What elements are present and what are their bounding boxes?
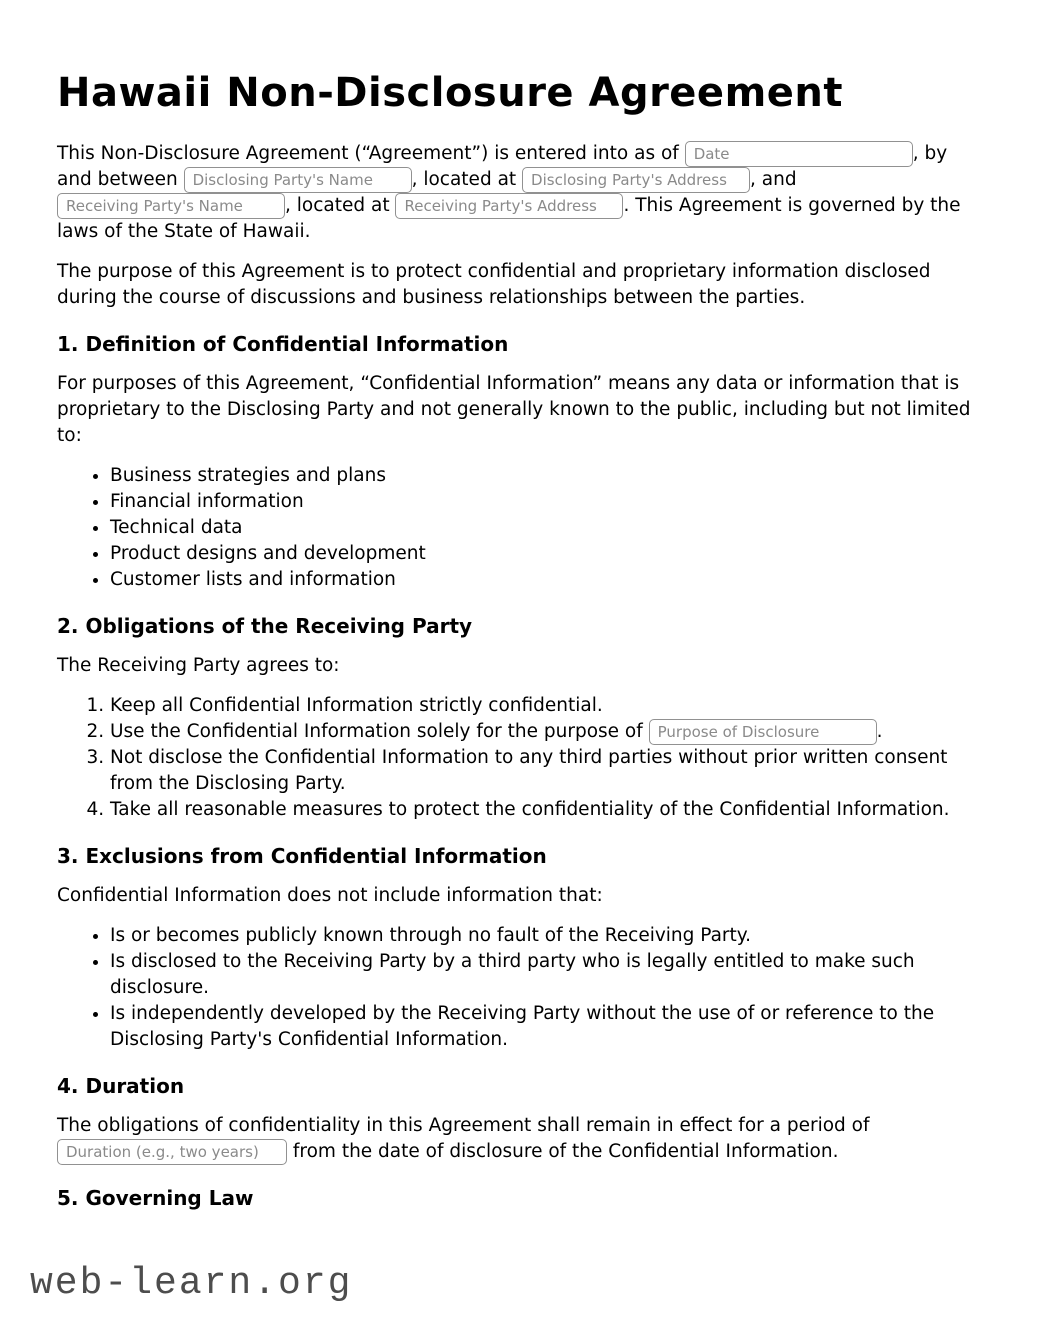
section-heading-exclusions: 3. Exclusions from Confidential Information bbox=[57, 844, 547, 868]
text-segment: Use the Confidential Information solely for the purpose of bbox=[110, 721, 649, 742]
obligations-list bbox=[57, 693, 980, 823]
list-item: • Customer lists and information bbox=[110, 567, 980, 593]
disclosing-party-name-input[interactable] bbox=[184, 167, 412, 193]
duration-input[interactable] bbox=[57, 1139, 287, 1165]
text-segment: , located at bbox=[285, 195, 396, 216]
text-segment: This Non-Disclosure Agreement (“Agreement”) is entered into as of bbox=[57, 143, 685, 164]
purpose-of-disclosure-input[interactable] bbox=[649, 719, 877, 745]
list-item: • Is independently developed by the Receiving Party without the use of or reference to the Disclosing Party's Confidential Information. bbox=[110, 1001, 980, 1053]
section-heading-governing-law: 5. Governing Law bbox=[57, 1186, 254, 1210]
exclusions-list bbox=[57, 923, 980, 1053]
text-segment: from the date of disclosure of the Confidential Information. bbox=[287, 1141, 839, 1162]
list-item: • Product designs and development bbox=[110, 541, 980, 567]
definition-list bbox=[57, 463, 980, 593]
list-item bbox=[110, 719, 980, 745]
definition-paragraph: For purposes of this Agreement, “Confidential Information” means any data or information that is proprietary to the Disclosing Party and not generally known to the public, including but not limited to: bbox=[57, 373, 971, 446]
list-item: • Business strategies and plans bbox=[110, 463, 980, 489]
date-input[interactable] bbox=[685, 141, 913, 167]
text-segment: . bbox=[876, 721, 883, 742]
list-item: 4. Take all reasonable measures to protect the confidentiality of the Confidential Information. bbox=[110, 797, 980, 823]
list-item: • Financial information bbox=[110, 489, 980, 515]
receiving-party-name-input[interactable] bbox=[57, 193, 285, 219]
list-item: • Technical data bbox=[110, 515, 980, 541]
intro-paragraph bbox=[57, 141, 980, 245]
text-segment: The obligations of confidentiality in this Agreement shall remain in effect for a period of bbox=[57, 1115, 870, 1136]
list-item: • Is disclosed to the Receiving Party by a third party who is legally entitled to make such disclosure. bbox=[110, 949, 980, 1001]
text-segment: , located at bbox=[411, 169, 523, 190]
document-body bbox=[57, 69, 980, 1211]
section-heading-duration: 4. Duration bbox=[57, 1074, 185, 1098]
list-item: • Is or becomes publicly known through no fault of the Receiving Party. bbox=[110, 923, 980, 949]
text-segment: , and bbox=[750, 169, 797, 190]
duration-paragraph bbox=[57, 1113, 980, 1165]
list-item: 1. Keep all Confidential Information strictly confidential. bbox=[110, 693, 980, 719]
disclosing-party-address-input[interactable] bbox=[522, 167, 750, 193]
purpose-paragraph: The purpose of this Agreement is to protect confidential and proprietary information disclosed during the course of discussions and business relationships between the parties. bbox=[57, 261, 931, 308]
list-item: 3. Not disclose the Confidential Information to any third parties without prior written consent from the Disclosing Party. bbox=[110, 745, 980, 797]
exclusions-intro: Confidential Information does not include information that: bbox=[57, 885, 603, 906]
section-heading-obligations: 2. Obligations of the Receiving Party bbox=[57, 614, 473, 638]
document-title: Hawaii Non-Disclosure Agreement bbox=[57, 70, 843, 116]
receiving-party-address-input[interactable] bbox=[395, 193, 623, 219]
section-heading-definition: 1. Definition of Confidential Information bbox=[57, 332, 509, 356]
text-segment: . This Agreement is governed by the laws of the State of Hawaii. bbox=[57, 195, 961, 242]
watermark: web-learn.org bbox=[30, 1262, 353, 1305]
text-segment: , by and between bbox=[57, 143, 948, 190]
obligations-intro: The Receiving Party agrees to: bbox=[57, 655, 340, 676]
